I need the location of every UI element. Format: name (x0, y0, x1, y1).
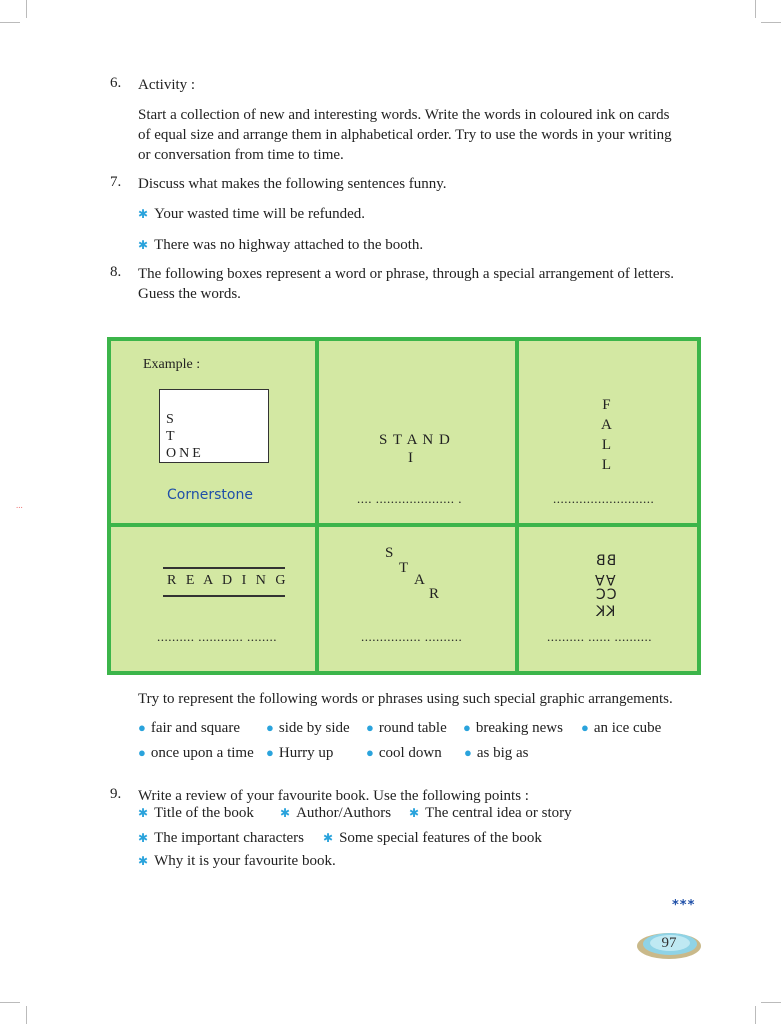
answer-blank: ................ .......... (361, 629, 463, 644)
dot-bullet-icon: ● (138, 745, 146, 760)
phrase-item (138, 720, 240, 737)
phrase-item (138, 745, 254, 762)
answer-blank: ........................... (553, 491, 655, 506)
phrase-text: cool down (378, 745, 442, 761)
dot-bullet-icon: ● (366, 745, 374, 760)
phrase-item (464, 745, 529, 762)
point-item (138, 853, 336, 870)
margin-mark: ... (16, 500, 23, 510)
star-letter: A (414, 572, 425, 588)
crop-mark (0, 22, 20, 23)
question-number: 9. (110, 786, 122, 802)
grid-divider (315, 341, 319, 671)
crop-mark (755, 0, 756, 18)
try-text: Try to represent the following words or phrases using such special graphic arrangements. (138, 691, 673, 707)
grid-divider (515, 341, 519, 671)
asterisk-bullet-icon: ✱ (280, 806, 291, 820)
asterisk-bullet-icon: ✱ (138, 238, 149, 252)
letter: L (601, 457, 611, 473)
phrase-item (366, 720, 447, 737)
line-below (163, 595, 285, 597)
point-text: The central idea or story (425, 805, 572, 821)
stand-word: S T A N D (379, 432, 451, 448)
phrase-text: side by side (278, 720, 350, 736)
example-answer: Cornerstone (167, 487, 253, 503)
mirrored-letters: CC (595, 587, 617, 603)
star-letter: R (429, 586, 440, 602)
q7-item-text: There was no highway attached to the booth. (154, 237, 424, 253)
back-row (595, 570, 617, 587)
asterisk-bullet-icon: ✱ (138, 831, 149, 845)
point-item (280, 805, 391, 822)
grid-divider (111, 523, 697, 527)
q6-line: or conversation from time to time. (138, 147, 344, 163)
q6-title: Activity : (138, 77, 196, 93)
puzzle-grid (107, 337, 701, 675)
phrase-item (581, 720, 661, 737)
answer-blank: .......... ............ ........ (157, 629, 277, 644)
letter: T (166, 429, 175, 444)
back-row (595, 553, 617, 570)
phrase-item (366, 745, 442, 762)
asterisk-bullet-icon: ✱ (409, 806, 420, 820)
asterisk-bullet-icon: ✱ (138, 854, 149, 868)
answer-blank: .... ..................... . (357, 491, 462, 506)
letter: A (601, 417, 612, 433)
q6-line: of equal size and arrange them in alphabetical order. Try to use the words in your writing (138, 127, 672, 143)
point-row (138, 805, 708, 825)
example-label: Example : (143, 357, 201, 372)
question-number: 7. (110, 174, 122, 190)
crop-mark (761, 1002, 781, 1003)
phrase-item (463, 720, 563, 737)
flipped-letters: AA (595, 571, 617, 587)
q9-text: Write a review of your favourite book. Use the following points : (138, 788, 529, 804)
dot-bullet-icon: ● (464, 745, 472, 760)
phrase-text: fair and square (150, 720, 240, 736)
end-stars: *** (672, 898, 696, 913)
star-letter: T (399, 560, 409, 576)
point-text: Title of the book (154, 805, 254, 821)
reading-word: R E A D I N G (167, 573, 289, 588)
page-number: 97 (661, 935, 677, 951)
mirrored-letters: KK (595, 604, 616, 620)
point-item (138, 830, 304, 847)
fall-letters (601, 395, 612, 475)
line-above (163, 567, 285, 569)
phrase-text: Hurry up (278, 745, 334, 761)
point-text: Why it is your favourite book. (154, 853, 336, 869)
mirrored-letters: BB (595, 553, 617, 569)
answer-blank: .......... ...... .......... (547, 629, 652, 644)
crop-mark (755, 1006, 756, 1024)
crop-mark (26, 0, 27, 18)
point-item (323, 830, 542, 847)
point-text: Some special features of the book (339, 830, 542, 846)
q7-text: Discuss what makes the following sentences funny. (138, 176, 447, 192)
dot-bullet-icon: ● (266, 745, 274, 760)
phrase-text: breaking news (475, 720, 563, 736)
dot-bullet-icon: ● (581, 720, 589, 735)
crop-mark (761, 22, 781, 23)
phrase-text: round table (378, 720, 447, 736)
q8-paragraph (138, 264, 708, 304)
q6-paragraph (138, 105, 708, 165)
back-row (595, 587, 617, 604)
dot-bullet-icon: ● (366, 720, 374, 735)
phrase-row (138, 745, 708, 765)
point-row (138, 830, 708, 850)
back-rows (595, 553, 617, 621)
point-text: Author/Authors (296, 805, 392, 821)
star-letter: S (385, 545, 394, 561)
letter: ONE (166, 446, 204, 461)
stand-under: I (408, 450, 413, 466)
q6-line: Start a collection of new and interesting words. Write the words in coloured ink on cards (138, 107, 670, 123)
q8-line: Guess the words. (138, 286, 241, 302)
dot-bullet-icon: ● (463, 720, 471, 735)
crop-mark (0, 1002, 20, 1003)
letter: S (166, 412, 174, 427)
q8-line: The following boxes represent a word or phrase, through a special arrangement of letters. (138, 266, 675, 282)
question-number: 8. (110, 264, 122, 280)
q7-item-text: Your wasted time will be refunded. (154, 206, 365, 222)
asterisk-bullet-icon: ✱ (138, 806, 149, 820)
point-text: The important characters (154, 830, 304, 846)
asterisk-bullet-icon: ✱ (323, 831, 334, 845)
phrase-text: as big as (476, 745, 529, 761)
phrase-row (138, 720, 708, 740)
crop-mark (26, 1006, 27, 1024)
phrase-item (266, 720, 350, 737)
phrase-item (266, 745, 333, 762)
point-item (409, 805, 572, 822)
dot-bullet-icon: ● (138, 720, 146, 735)
example-letters (166, 411, 204, 462)
back-row (595, 604, 617, 621)
question-number: 6. (110, 75, 122, 91)
phrase-text: once upon a time (150, 745, 254, 761)
asterisk-bullet-icon: ✱ (138, 207, 149, 221)
dot-bullet-icon: ● (266, 720, 274, 735)
q7-item (138, 204, 365, 224)
point-row (138, 853, 708, 873)
phrase-text: an ice cube (593, 720, 662, 736)
page-number-badge (636, 930, 702, 960)
point-item (138, 805, 254, 822)
letter: F (602, 397, 611, 413)
letter: L (601, 437, 611, 453)
q7-item (138, 235, 423, 255)
